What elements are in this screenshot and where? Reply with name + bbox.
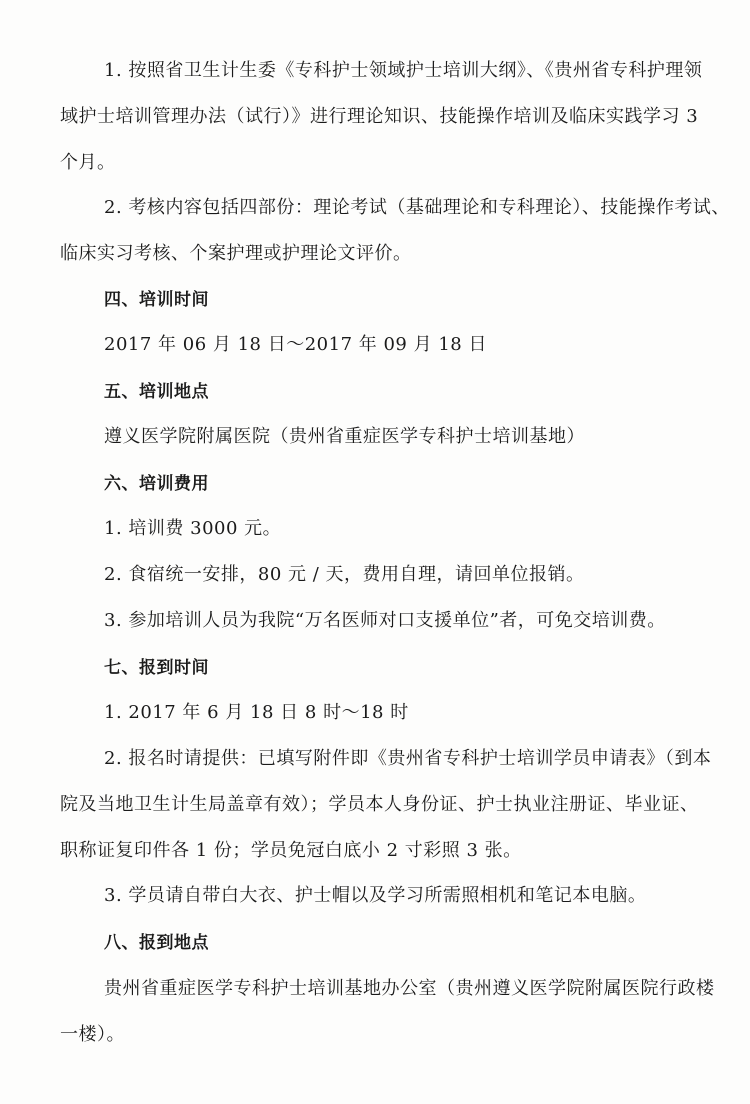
registration-item-3: 3. 学员请自带白大衣、护士帽以及学习所需照相机和笔记本电脑。 xyxy=(104,885,647,906)
training-time-value: 2017 年 06 月 18 日～2017 年 09 月 18 日 xyxy=(104,334,487,355)
paragraph-assessment-line2: 临床实习考核、个案护理或护理论文评价。 xyxy=(60,243,412,264)
registration-requirements-line1: 2. 报名时请提供：已填写附件即《贵州省专科护士培训学员申请表》（到本 xyxy=(104,748,712,769)
paragraph-training-content-line1: 1. 按照省卫生计生委《专科护士领域护士培训大纲》、《贵州省专科护理领 xyxy=(104,60,703,81)
registration-requirements-line3: 职称证复印件各 1 份；学员免冠白底小 2 寸彩照 3 张。 xyxy=(60,840,522,861)
training-location-value: 遵义医学院附属医院（贵州省重症医学专科护士培训基地） xyxy=(104,426,585,447)
paragraph-assessment-line1: 2. 考核内容包括四部份：理论考试（基础理论和专科理论）、技能操作考试、 xyxy=(104,197,730,218)
heading-training-location: 五、培训地点 xyxy=(104,382,209,402)
paragraph-training-content-line2: 域护士培训管理办法（试行）》进行理论知识、技能操作培训及临床实践学习 3 xyxy=(60,106,699,127)
paragraph-training-content-line3: 个月。 xyxy=(60,152,116,173)
heading-training-fees: 六、培训费用 xyxy=(104,474,209,494)
registration-location-line1: 贵州省重症医学专科护士培训基地办公室（贵州遵义医学院附属医院行政楼 xyxy=(104,978,715,999)
fee-item-1: 1. 培训费 3000 元。 xyxy=(104,518,282,539)
heading-training-time: 四、培训时间 xyxy=(104,290,209,310)
fee-item-3: 3. 参加培训人员为我院“万名医师对口支援单位”者，可免交培训费。 xyxy=(104,610,666,631)
heading-registration-location: 八、报到地点 xyxy=(104,933,209,953)
registration-time-item-1: 1. 2017 年 6 月 18 日 8 时～18 时 xyxy=(104,702,409,723)
registration-requirements-line2: 院及当地卫生计生局盖章有效）；学员本人身份证、护士执业注册证、毕业证、 xyxy=(60,794,699,815)
heading-registration-time: 七、报到时间 xyxy=(104,658,209,678)
registration-location-line2: 一楼）。 xyxy=(60,1024,125,1045)
fee-item-2: 2. 食宿统一安排，80 元 / 天，费用自理，请回单位报销。 xyxy=(104,564,585,585)
